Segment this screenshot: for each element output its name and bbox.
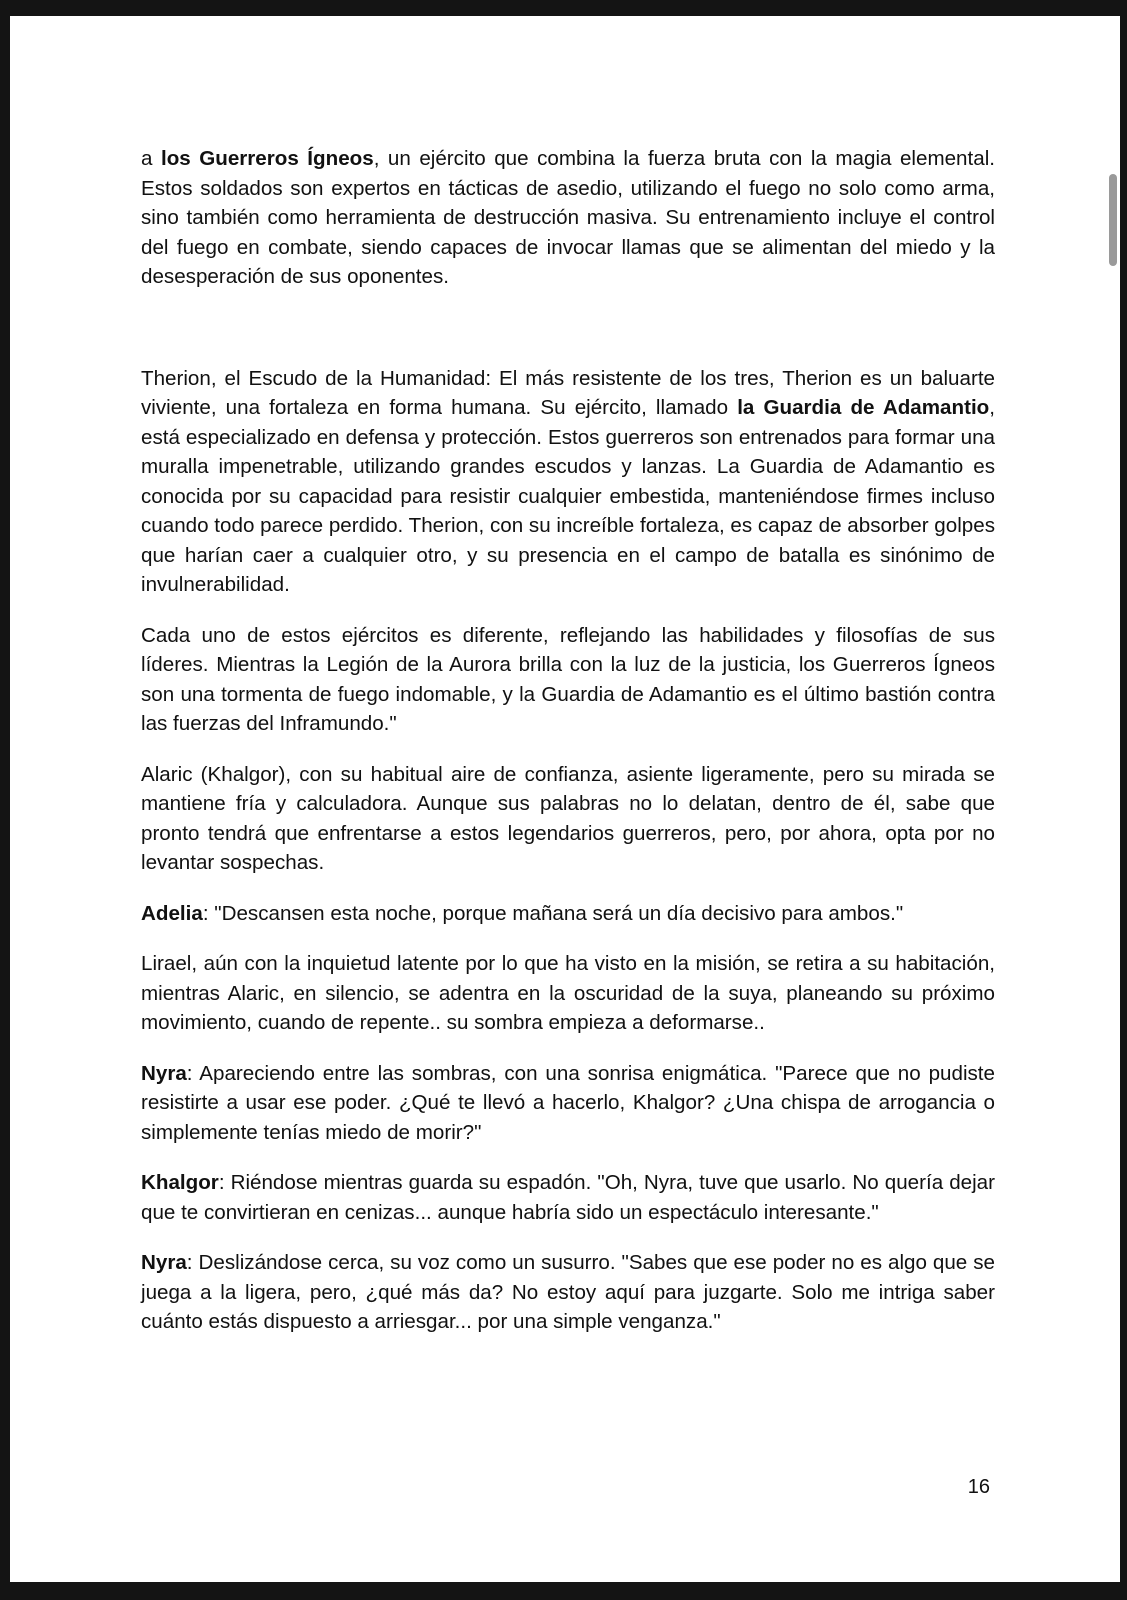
text-run: a — [141, 147, 161, 170]
paragraph-lirael: Lirael, aún con la inquietud latente por lo que ha visto en la misión, se retira a su habitación, mientras Alaric, en silencio, se adentra en la oscuridad de la suya, planeando su próximo movimiento, cuando de repente.. su sombra empieza a deformarse.. — [141, 952, 995, 1034]
page-number: 16 — [967, 1476, 990, 1498]
dialogue-khalgor — [141, 1168, 995, 1227]
speaker-name: Khalgor — [141, 1171, 219, 1194]
bold-term: los Guerreros Ígneos — [160, 147, 374, 170]
paragraph-therion — [141, 364, 995, 600]
dialogue-text: : "Descansen esta noche, porque mañana será un día decisivo para ambos." — [202, 901, 904, 925]
speaker-name: Nyra — [141, 1251, 187, 1274]
dialogue-adelia — [141, 899, 995, 929]
paragraph-ejercitos: Cada uno de estos ejércitos es diferente, reflejando las habilidades y filosofías de sus líderes. Mientras la Legión de la Aurora brilla con la luz de la justicia, los Guerreros Ígneos son una tormenta de fuego indomable, y la Guardia de Adamantio es el último bastión contra las fuerzas del Inframundo." — [141, 623, 995, 735]
speaker-name: Adelia — [141, 901, 203, 925]
dialogue-text: : Riéndose mientras guarda su espadón. "Oh, Nyra, tuve que usarlo. No quería dejar que te convirtieran en cenizas... aunque habría sido un espectáculo interesante." — [141, 1171, 995, 1224]
paragraph-alaric: Alaric (Khalgor), con su habitual aire de confianza, asiente ligeramente, pero su mirada se mantiene fría y calculadora. Aunque sus palabras no lo delatan, dentro de él, sabe que pronto tendrá que enfrentarse a estos legendarios guerreros, pero, por ahora, opta por no levantar sospechas. — [141, 762, 995, 874]
page-content — [141, 144, 995, 1337]
document-page — [10, 16, 1120, 1582]
dialogue-text: : Deslizándose cerca, su voz como un susurro. "Sabes que ese poder no es algo que se juega a la ligera, pero, ¿qué más da? No estoy aquí para juzgarte. Solo me intriga saber cuánto estás dispuesto a arriesgar... por una simple venganza." — [141, 1251, 995, 1333]
text-run: , está especializado en defensa y protección. Estos guerreros son entrenados para formar una muralla impenetrable, utilizando grandes escudos y lanzas. La Guardia de Adamantio es conocida por su capacidad para resistir cualquier embestida, manteniéndose firmes incluso cuando todo parece perdido. Therion, con su increíble fortaleza, es capaz de absorber golpes que harían caer a cualquier otro, y su presencia en el campo de batalla es sinónimo de invulnerabilidad. — [141, 396, 995, 596]
text-run: Therion, el Escudo de la Humanidad: El más resistente de los tres, Therion es un baluarte viviente, una fortaleza en forma humana. Su ejército, llamado — [141, 366, 995, 419]
bold-term: la Guardia de Adamantio — [737, 396, 990, 419]
scrollbar-thumb[interactable] — [1109, 174, 1117, 266]
dialogue-nyra-1 — [141, 1059, 995, 1148]
dialogue-text: : Apareciendo entre las sombras, con una sonrisa enigmática. "Parece que no pudiste resistirte a usar ese poder. ¿Qué te llevó a hacerlo, Khalgor? ¿Una chispa de arrogancia o simplemente tenías miedo de morir?" — [141, 1061, 995, 1144]
paragraph-guerreros-igneos — [141, 144, 995, 292]
text-run: , un ejército que combina la fuerza bruta con la magia elemental. Estos soldados son expertos en tácticas de asedio, utilizando el fuego no solo como arma, sino también como herramienta de destrucción masiva. Su entrenamiento incluye el control del fuego en combate, siendo capaces de invocar llamas que se alimentan del miedo y la desesperación de sus oponentes. — [141, 147, 995, 288]
speaker-name: Nyra — [141, 1061, 187, 1085]
dialogue-nyra-2 — [141, 1248, 995, 1337]
